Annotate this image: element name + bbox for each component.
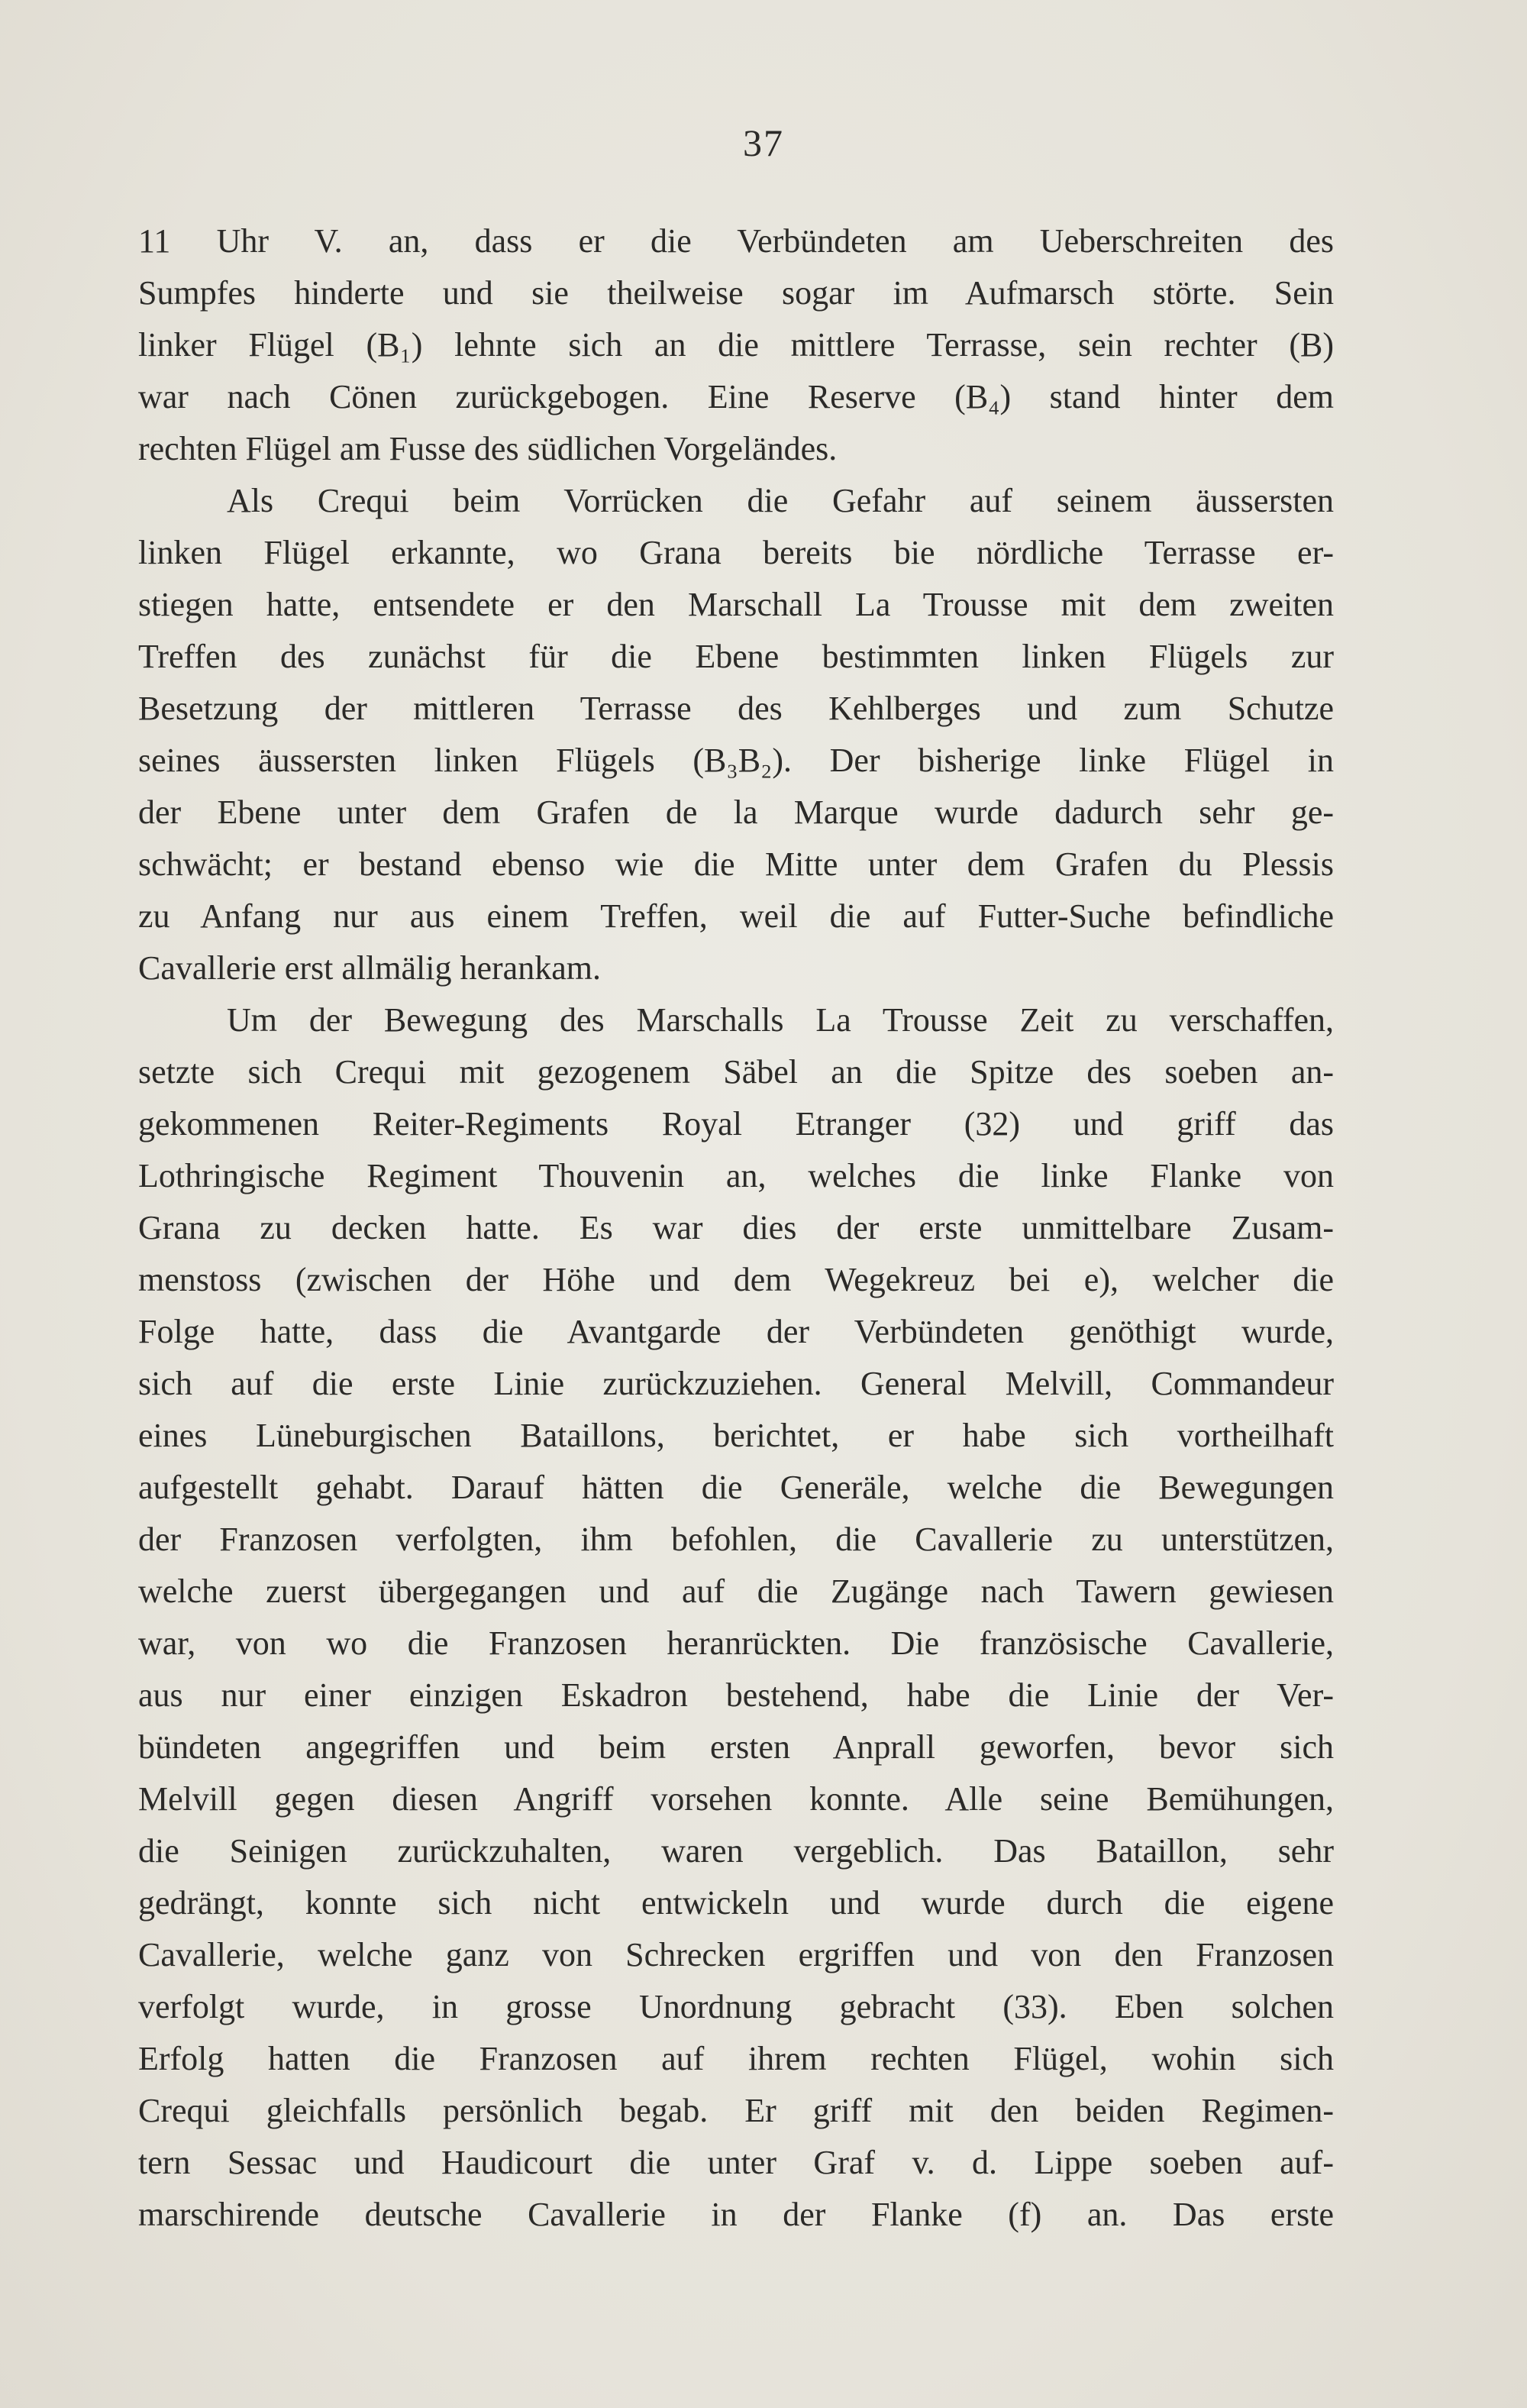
text-line: Cavallerie erst allmälig herankam. [138, 949, 601, 987]
text-line: stiegen hatte, entsendete er den Marschall La Trousse mit dem zweiten [138, 586, 1334, 623]
text-line: linker Flügel (B₁) lehnte sich an die mittlere Terrasse, sein rechter (B) [138, 326, 1334, 364]
text-line: zu Anfang nur aus einem Treffen, weil die auf Futter-Suche befindliche [138, 897, 1334, 935]
text-line: der Ebene unter dem Grafen de la Marque wurde dadurch sehr ge- [138, 794, 1334, 831]
text-line: verfolgt wurde, in grosse Unordnung gebracht (33). Eben solchen [138, 1988, 1334, 2025]
text-line: linken Flügel erkannte, wo Grana bereits bie nördliche Terrasse er- [138, 534, 1334, 571]
text-line: 11 Uhr V. an, dass er die Verbündeten am Ueberschreiten des [138, 222, 1334, 260]
text-line: Melvill gegen diesen Angriff vorsehen konnte. Alle seine Bemühungen, [138, 1780, 1334, 1818]
text-line: schwächt; er bestand ebenso wie die Mitte unter dem Grafen du Plessis [138, 845, 1334, 883]
text-line: menstoss (zwischen der Höhe und dem Wegekreuz bei e), welcher die [138, 1261, 1334, 1298]
text-line: gedrängt, konnte sich nicht entwickeln und wurde durch die eigene [138, 1884, 1334, 1922]
text-line: sich auf die erste Linie zurückzuziehen. General Melvill, Commandeur [138, 1365, 1334, 1402]
text-line: Cavallerie, welche ganz von Schrecken ergriffen und von den Franzosen [138, 1936, 1334, 1973]
text-line: tern Sessac und Haudicourt die unter Graf v. d. Lippe soeben auf- [138, 2144, 1334, 2181]
text-line: Treffen des zunächst für die Ebene bestimmten linken Flügels zur [138, 638, 1334, 675]
text-line: bündeten angegriffen und beim ersten Anprall geworfen, bevor sich [138, 1728, 1334, 1766]
text-line: Grana zu decken hatte. Es war dies der erste unmittelbare Zusam- [138, 1209, 1334, 1246]
text-line: war nach Cönen zurückgebogen. Eine Reserve (B₄) stand hinter dem [138, 378, 1334, 415]
text-line: aus nur einer einzigen Eskadron bestehend, habe die Linie der Ver- [138, 1676, 1334, 1714]
text-line: welche zuerst übergegangen und auf die Zugänge nach Tawern gewiesen [138, 1572, 1334, 1610]
text-line: war, von wo die Franzosen heranrückten. Die französische Cavallerie, [138, 1624, 1334, 1662]
text-line: aufgestellt gehabt. Darauf hätten die Generäle, welche die Bewegungen [138, 1469, 1334, 1506]
text-line: seines äussersten linken Flügels (B₃B₂). Der bisherige linke Flügel in [138, 742, 1334, 779]
text-line: Erfolg hatten die Franzosen auf ihrem rechten Flügel, wohin sich [138, 2040, 1334, 2077]
text-line: marschirende deutsche Cavallerie in der Flanke (f) an. Das erste [138, 2196, 1334, 2233]
text-line: Als Crequi beim Vorrücken die Gefahr auf seinem äussersten [227, 482, 1334, 519]
text-line: Um der Bewegung des Marschalls La Trousse Zeit zu verschaffen, [227, 1001, 1334, 1039]
text-line: die Seinigen zurückzuhalten, waren vergeblich. Das Bataillon, sehr [138, 1832, 1334, 1870]
text-line: rechten Flügel am Fusse des südlichen Vorgeländes. [138, 430, 838, 467]
text-line: setzte sich Crequi mit gezogenem Säbel an die Spitze des soeben an- [138, 1053, 1334, 1091]
text-line: Folge hatte, dass die Avantgarde der Verbündeten genöthigt wurde, [138, 1313, 1334, 1350]
text-line: gekommenen Reiter-Regiments Royal Etranger (32) und griff das [138, 1105, 1334, 1143]
text-line: eines Lüneburgischen Bataillons, berichtet, er habe sich vortheilhaft [138, 1417, 1334, 1454]
text-line: Crequi gleichfalls persönlich begab. Er griff mit den beiden Regimen- [138, 2092, 1334, 2129]
text-line: der Franzosen verfolgten, ihm befohlen, die Cavallerie zu unterstützen, [138, 1521, 1334, 1558]
text-line: Besetzung der mittleren Terrasse des Kehlberges und zum Schutze [138, 690, 1334, 727]
body-text [138, 215, 1334, 2241]
page-number: 37 [743, 121, 784, 164]
text-line: Sumpfes hinderte und sie theilweise sogar im Aufmarsch störte. Sein [138, 274, 1334, 312]
text-line: Lothringische Regiment Thouvenin an, welches die linke Flanke von [138, 1157, 1334, 1194]
